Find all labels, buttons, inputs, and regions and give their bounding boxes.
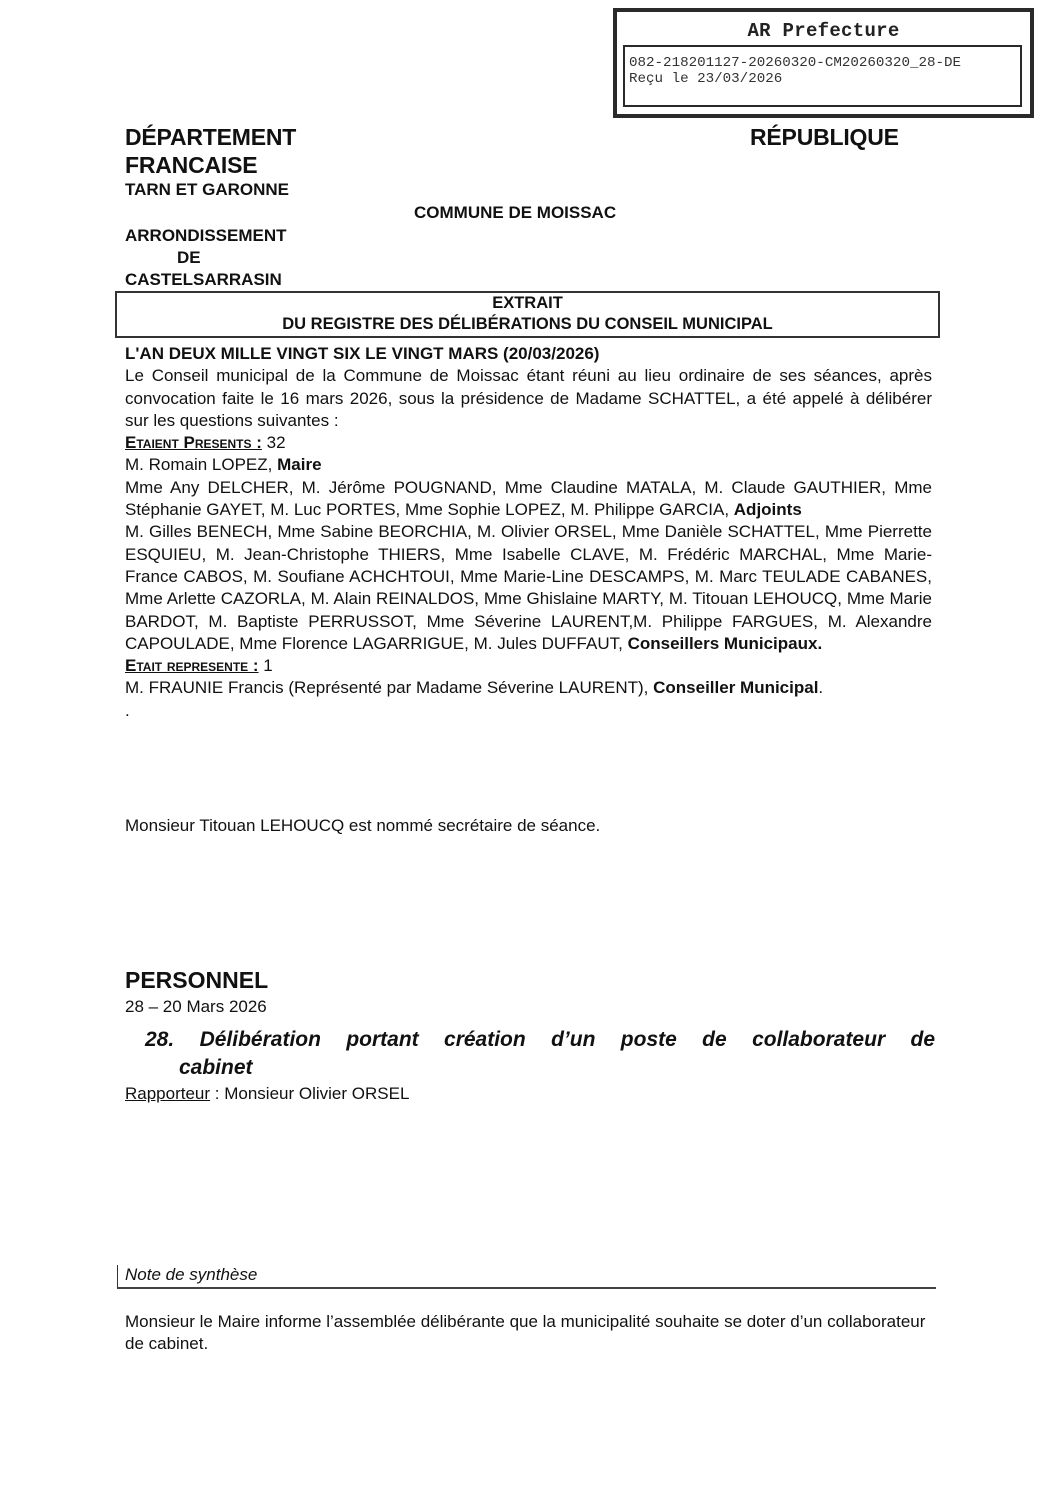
represented-count: 1 [258, 656, 273, 676]
conseillers-end: . [817, 633, 823, 653]
header-arrondissement: ARRONDISSEMENT [125, 226, 287, 245]
session-block [125, 343, 932, 722]
stamp-reference: 082-218201127-20260320-CM20260320_28-DE [629, 55, 962, 71]
header-department-name: TARN ET GARONNE [125, 180, 290, 199]
header-castelsarrasin: CASTELSARRASIN [125, 270, 282, 289]
deliberation-date: 28 – 20 Mars 2026 [125, 997, 267, 1016]
header-commune: COMMUNE DE MOISSAC [414, 203, 617, 222]
adjoints-role: Adjoints [733, 500, 802, 520]
represented-person-line [125, 677, 932, 699]
stamp-received-date: Reçu le 23/03/2026 [629, 71, 783, 87]
adjoints-line [125, 477, 932, 522]
header-francaise: FRANCAISE [125, 152, 258, 178]
maire-line [125, 454, 932, 476]
note-body: Monsieur le Maire informe l’assemblée délibérante que la municipalité souhaite se doter d’un collaborateur de cabinet. [125, 1312, 926, 1353]
present-label: Etaient Presents : [125, 433, 262, 453]
header-departement: DÉPARTEMENT [125, 124, 297, 150]
secretary-line: Monsieur Titouan LEHOUCQ est nommé secrétaire de séance. [125, 816, 601, 835]
note-heading: Note de synthèse [125, 1265, 258, 1284]
deliberation-title [145, 1026, 935, 1082]
session-date-heading: L'AN DEUX MILLE VINGT SIX LE VINGT MARS (20/03/2026) [125, 344, 600, 363]
represented-role: Conseiller Municipal [653, 678, 819, 698]
rapporteur-line [125, 1084, 409, 1104]
conseillers-names: M. Gilles BENECH, Mme Sabine BEORCHIA, M. Olivier ORSEL, Mme Danièle SCHATTEL, Mme Pierrette ESQUIEU, M. Jean-Christophe THIERS, Mme Isabelle CLAVE, M. Frédéric MARCHAL, Mme Marie-France CABOS, M. Soufiane ACHCHTOUI, Mme Marie-Line DESCAMPS, M. Marc TEULADE CABANES, Mme Arlette CAZORLA, M. Alain REINALDOS, Mme Ghislaine MARTY, M. Titouan LEHOUCQ, Mme Marie BARDOT, M. Baptiste PERRUSSOT, Mme Séverine LAURENT,M. Philippe FARGUES, M. Alexandre CAPOULADE, Mme Florence LAGARRIGUE, M. Jules DUFFAUT, [125, 522, 932, 653]
header-republique: RÉPUBLIQUE [750, 124, 899, 150]
represented-person: M. FRAUNIE Francis (Représenté par Madame Séverine LAURENT), [125, 678, 654, 698]
section-heading: PERSONNEL [125, 967, 269, 993]
extrait-line1: EXTRAIT [492, 294, 563, 312]
conseillers-line [125, 521, 932, 655]
extrait-title-box [115, 291, 940, 338]
session-intro: Le Conseil municipal de la Commune de Moissac étant réuni au lieu ordinaire de ses séances, après convocation faite le 16 mars 2026, sous la présidence de Madame SCHATTEL, a été appelé à délibérer sur les questions suivantes : [125, 366, 932, 430]
rapporteur-value: : Monsieur Olivier ORSEL [210, 1084, 410, 1103]
present-line [125, 432, 932, 454]
represented-label: Etait represente : [125, 656, 259, 676]
stamp-title: AR Prefecture [747, 20, 900, 42]
note-heading-bar [117, 1265, 936, 1289]
present-count: 32 [261, 433, 286, 453]
maire-name: M. Romain LOPEZ, [125, 455, 278, 475]
deliberation-title-line1: 28. Délibération portant création d’un poste de collaborateur de [145, 1028, 935, 1051]
adjoints-names: Mme Any DELCHER, M. Jérôme POUGNAND, Mme Claudine MATALA, M. Claude GAUTHIER, Mme Stéphanie GAYET, M. Luc PORTES, Mme Sophie LOPEZ, M. Philippe GARCIA, [125, 477, 932, 520]
stamp-details-box [623, 45, 1022, 107]
maire-role: Maire [277, 455, 322, 475]
header-arrondissement-de: DE [177, 248, 201, 267]
represented-end: . [818, 678, 824, 698]
represented-line [125, 655, 932, 677]
conseillers-role: Conseillers Municipaux [627, 633, 818, 653]
ar-prefecture-stamp [613, 8, 1034, 118]
extrait-line2: DU REGISTRE DES DÉLIBÉRATIONS DU CONSEIL MUNICIPAL [282, 315, 773, 333]
deliberation-title-line2: cabinet [179, 1056, 253, 1079]
rapporteur-label: Rapporteur [125, 1084, 211, 1103]
stray-dot: . [125, 700, 130, 720]
